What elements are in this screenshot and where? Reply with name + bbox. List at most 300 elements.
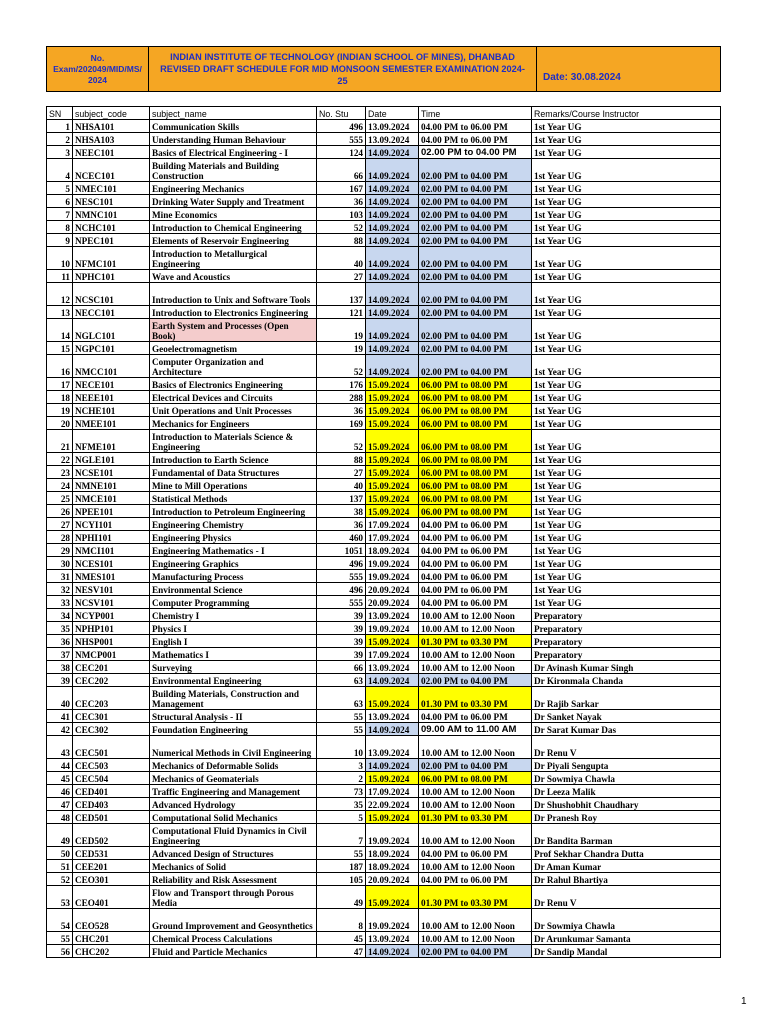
table-row <box>47 635 721 648</box>
remarks-instructor: Dr Shushobhit Chaudhary <box>532 798 721 811</box>
student-count: 55 <box>317 847 366 860</box>
subject-code: NESV101 <box>73 583 150 596</box>
column-header: Remarks/Course Instructor <box>532 107 721 120</box>
remarks-instructor: 1st Year UG <box>532 270 721 283</box>
table-row <box>47 182 721 195</box>
remarks-instructor: 1st Year UG <box>532 596 721 609</box>
table-row <box>47 133 721 146</box>
student-count: 52 <box>317 355 366 378</box>
subject-code: NCSE101 <box>73 466 150 479</box>
subject-code: CEE201 <box>73 860 150 873</box>
student-count: 88 <box>317 234 366 247</box>
row-sn: 51 <box>47 860 73 873</box>
exam-date: 14.09.2024 <box>366 234 419 247</box>
student-count: 39 <box>317 635 366 648</box>
exam-time: 10.00 AM to 12.00 Noon <box>419 648 532 661</box>
table-row <box>47 319 721 342</box>
subject-code: NCEC101 <box>73 159 150 182</box>
student-count: 167 <box>317 182 366 195</box>
subject-code: CED502 <box>73 824 150 847</box>
row-sn: 32 <box>47 583 73 596</box>
subject-name: Introduction to Petroleum Engineering <box>150 505 317 518</box>
exam-time: 02.00 PM to 04.00 PM <box>419 208 532 221</box>
exam-date: 20.09.2024 <box>366 873 419 886</box>
row-sn: 42 <box>47 723 73 736</box>
student-count: 555 <box>317 570 366 583</box>
student-count: 1051 <box>317 544 366 557</box>
student-count: 176 <box>317 378 366 391</box>
exam-date: 14.09.2024 <box>366 355 419 378</box>
exam-date: 15.09.2024 <box>366 404 419 417</box>
row-sn: 40 <box>47 687 73 710</box>
exam-time: 04.00 PM to 06.00 PM <box>419 847 532 860</box>
exam-time: 09.00 AM to 11.00 AM <box>419 723 532 736</box>
row-sn: 35 <box>47 622 73 635</box>
table-row <box>47 687 721 710</box>
student-count: 36 <box>317 195 366 208</box>
table-row <box>47 391 721 404</box>
subject-name: Foundation Engineering <box>150 723 317 736</box>
subject-code: NMCP001 <box>73 648 150 661</box>
student-count: 555 <box>317 596 366 609</box>
subject-name: Mechanics for Engineers <box>150 417 317 430</box>
exam-time: 04.00 PM to 06.00 PM <box>419 518 532 531</box>
exam-time: 02.00 PM to 04.00 PM <box>419 342 532 355</box>
schedule-title: REVISED DRAFT SCHEDULE FOR MID MONSOON SEMESTER EXAMINATION 2024- <box>160 64 525 74</box>
exam-date: 15.09.2024 <box>366 811 419 824</box>
exam-date: 15.09.2024 <box>366 772 419 785</box>
exam-date: 13.09.2024 <box>366 736 419 759</box>
subject-name: Fluid and Particle Mechanics <box>150 945 317 958</box>
student-count: 137 <box>317 283 366 306</box>
row-sn: 15 <box>47 342 73 355</box>
remarks-instructor: Preparatory <box>532 622 721 635</box>
remarks-instructor: 1st Year UG <box>532 466 721 479</box>
row-sn: 34 <box>47 609 73 622</box>
exam-date: 18.09.2024 <box>366 860 419 873</box>
exam-time: 02.00 PM to 04.00 PM <box>419 234 532 247</box>
table-row <box>47 404 721 417</box>
subject-name: Elements of Reservoir Engineering <box>150 234 317 247</box>
exam-time: 06.00 PM to 08.00 PM <box>419 391 532 404</box>
remarks-instructor: Dr Rajib Sarkar <box>532 687 721 710</box>
subject-name: Understanding Human Behaviour <box>150 133 317 146</box>
row-sn: 38 <box>47 661 73 674</box>
exam-time: 02.00 PM to 04.00 PM <box>419 270 532 283</box>
subject-name: Communication Skills <box>150 120 317 133</box>
exam-time: 02.00 PM to 04.00 PM <box>419 195 532 208</box>
row-sn: 6 <box>47 195 73 208</box>
subject-code: NCES101 <box>73 557 150 570</box>
exam-time: 06.00 PM to 08.00 PM <box>419 505 532 518</box>
exam-time: 02.00 PM to 04.00 PM <box>419 159 532 182</box>
row-sn: 46 <box>47 785 73 798</box>
exam-schedule-table <box>46 106 721 958</box>
subject-name: Computational Solid Mechanics <box>150 811 317 824</box>
table-row <box>47 195 721 208</box>
remarks-instructor: Dr Sowmiya Chawla <box>532 772 721 785</box>
row-sn: 50 <box>47 847 73 860</box>
student-count: 2 <box>317 772 366 785</box>
exam-date: 14.09.2024 <box>366 182 419 195</box>
exam-date: 14.09.2024 <box>366 247 419 270</box>
subject-code: NESC101 <box>73 195 150 208</box>
remarks-instructor: Dr Aman Kumar <box>532 860 721 873</box>
table-row <box>47 283 721 306</box>
exam-time: 06.00 PM to 08.00 PM <box>419 430 532 453</box>
table-row <box>47 648 721 661</box>
student-count: 496 <box>317 557 366 570</box>
student-count: 496 <box>317 583 366 596</box>
subject-code: NGLE101 <box>73 453 150 466</box>
remarks-instructor: Dr Pranesh Roy <box>532 811 721 824</box>
student-count: 55 <box>317 710 366 723</box>
subject-code: NCYI101 <box>73 518 150 531</box>
exam-time: 02.00 PM to 04.00 PM <box>419 674 532 687</box>
subject-code: NECE101 <box>73 378 150 391</box>
table-row <box>47 479 721 492</box>
row-sn: 11 <box>47 270 73 283</box>
subject-code: NCHC101 <box>73 221 150 234</box>
subject-code: NPHP101 <box>73 622 150 635</box>
subject-code: CED401 <box>73 785 150 798</box>
subject-code: NCYP001 <box>73 609 150 622</box>
row-sn: 17 <box>47 378 73 391</box>
student-count: 121 <box>317 306 366 319</box>
student-count: 88 <box>317 453 366 466</box>
exam-time: 06.00 PM to 08.00 PM <box>419 466 532 479</box>
remarks-instructor: 1st Year UG <box>532 247 721 270</box>
exam-date: 14.09.2024 <box>366 221 419 234</box>
remarks-instructor: 1st Year UG <box>532 505 721 518</box>
row-sn: 45 <box>47 772 73 785</box>
student-count: 40 <box>317 479 366 492</box>
student-count: 27 <box>317 466 366 479</box>
column-header: subject_code <box>73 107 150 120</box>
schedule-title-year: 25 <box>337 76 348 86</box>
row-sn: 53 <box>47 886 73 909</box>
row-sn: 49 <box>47 824 73 847</box>
table-row <box>47 710 721 723</box>
table-row <box>47 609 721 622</box>
student-count: 288 <box>317 391 366 404</box>
subject-code: NMNE101 <box>73 479 150 492</box>
table-row <box>47 417 721 430</box>
column-header: subject_name <box>150 107 317 120</box>
remarks-instructor: 1st Year UG <box>532 391 721 404</box>
student-count: 36 <box>317 404 366 417</box>
subject-code: NMCI101 <box>73 544 150 557</box>
exam-date: 14.09.2024 <box>366 945 419 958</box>
row-sn: 39 <box>47 674 73 687</box>
table-row <box>47 785 721 798</box>
column-header: No. Stu <box>317 107 366 120</box>
remarks-instructor: 1st Year UG <box>532 208 721 221</box>
exam-time: 01.30 PM to 03.30 PM <box>419 886 532 909</box>
subject-name: Introduction to Materials Science & Engineering <box>150 430 317 453</box>
subject-code: NHSA101 <box>73 120 150 133</box>
subject-code: NMEE101 <box>73 417 150 430</box>
remarks-instructor: Preparatory <box>532 635 721 648</box>
remarks-instructor: Dr Sowmiya Chawla <box>532 909 721 932</box>
exam-time: 02.00 PM to 04.00 PM <box>419 146 532 159</box>
student-count: 7 <box>317 824 366 847</box>
row-sn: 43 <box>47 736 73 759</box>
exam-time: 04.00 PM to 06.00 PM <box>419 557 532 570</box>
remarks-instructor: 1st Year UG <box>532 221 721 234</box>
remarks-instructor: Dr Arunkumar Samanta <box>532 932 721 945</box>
table-row <box>47 430 721 453</box>
subject-code: NMCC101 <box>73 355 150 378</box>
remarks-instructor: 1st Year UG <box>532 355 721 378</box>
exam-date: 14.09.2024 <box>366 283 419 306</box>
exam-date: 14.09.2024 <box>366 146 419 159</box>
subject-code: NPEE101 <box>73 505 150 518</box>
exam-time: 02.00 PM to 04.00 PM <box>419 221 532 234</box>
exam-date: 15.09.2024 <box>366 430 419 453</box>
exam-date: 14.09.2024 <box>366 759 419 772</box>
remarks-instructor: 1st Year UG <box>532 453 721 466</box>
document-date: Date: 30.08.2024 <box>537 47 721 92</box>
table-row <box>47 355 721 378</box>
subject-name: Traffic Engineering and Management <box>150 785 317 798</box>
remarks-instructor: 1st Year UG <box>532 583 721 596</box>
exam-time: 10.00 AM to 12.00 Noon <box>419 736 532 759</box>
row-sn: 22 <box>47 453 73 466</box>
table-row <box>47 824 721 847</box>
subject-name: Earth System and Processes (Open Book) <box>150 319 317 342</box>
subject-name: Manufacturing Process <box>150 570 317 583</box>
exam-date: 15.09.2024 <box>366 886 419 909</box>
exam-time: 06.00 PM to 08.00 PM <box>419 417 532 430</box>
row-sn: 3 <box>47 146 73 159</box>
subject-code: NHSA103 <box>73 133 150 146</box>
row-sn: 48 <box>47 811 73 824</box>
remarks-instructor: 1st Year UG <box>532 518 721 531</box>
remarks-instructor: 1st Year UG <box>532 417 721 430</box>
remarks-instructor: Dr Leeza Malik <box>532 785 721 798</box>
exam-date: 14.09.2024 <box>366 306 419 319</box>
table-row <box>47 531 721 544</box>
exam-date: 15.09.2024 <box>366 505 419 518</box>
table-row <box>47 772 721 785</box>
subject-code: CED531 <box>73 847 150 860</box>
remarks-instructor: 1st Year UG <box>532 159 721 182</box>
subject-code: NECC101 <box>73 306 150 319</box>
subject-code: NHSP001 <box>73 635 150 648</box>
remarks-instructor: 1st Year UG <box>532 319 721 342</box>
subject-code: CEC201 <box>73 661 150 674</box>
exam-date: 13.09.2024 <box>366 609 419 622</box>
exam-time: 10.00 AM to 12.00 Noon <box>419 798 532 811</box>
remarks-instructor: 1st Year UG <box>532 306 721 319</box>
exam-date: 14.09.2024 <box>366 208 419 221</box>
exam-date: 13.09.2024 <box>366 932 419 945</box>
exam-date: 13.09.2024 <box>366 120 419 133</box>
student-count: 169 <box>317 417 366 430</box>
subject-name: Mechanics of Solid <box>150 860 317 873</box>
student-count: 555 <box>317 133 366 146</box>
table-row <box>47 661 721 674</box>
subject-name: Reliability and Risk Assessment <box>150 873 317 886</box>
student-count: 496 <box>317 120 366 133</box>
exam-time: 01.30 PM to 03.30 PM <box>419 687 532 710</box>
exam-time: 02.00 PM to 04.00 PM <box>419 182 532 195</box>
table-row <box>47 557 721 570</box>
subject-name: Surveying <box>150 661 317 674</box>
row-sn: 52 <box>47 873 73 886</box>
exam-time: 01.30 PM to 03.30 PM <box>419 635 532 648</box>
subject-name: Environmental Science <box>150 583 317 596</box>
table-row <box>47 945 721 958</box>
subject-name: Wave and Acoustics <box>150 270 317 283</box>
subject-name: English I <box>150 635 317 648</box>
student-count: 27 <box>317 270 366 283</box>
subject-code: CED501 <box>73 811 150 824</box>
remarks-instructor: Dr Bandita Barman <box>532 824 721 847</box>
row-sn: 30 <box>47 557 73 570</box>
subject-name: Introduction to Metallurgical Engineering <box>150 247 317 270</box>
exam-time: 04.00 PM to 06.00 PM <box>419 596 532 609</box>
row-sn: 31 <box>47 570 73 583</box>
table-row <box>47 847 721 860</box>
student-count: 103 <box>317 208 366 221</box>
remarks-instructor: Dr Avinash Kumar Singh <box>532 661 721 674</box>
remarks-instructor: Dr Renu V <box>532 736 721 759</box>
remarks-instructor: 1st Year UG <box>532 430 721 453</box>
exam-time: 02.00 PM to 04.00 PM <box>419 945 532 958</box>
row-sn: 54 <box>47 909 73 932</box>
row-sn: 2 <box>47 133 73 146</box>
exam-date: 19.09.2024 <box>366 909 419 932</box>
subject-code: NMES101 <box>73 570 150 583</box>
column-header: SN <box>47 107 73 120</box>
exam-time: 10.00 AM to 12.00 Noon <box>419 860 532 873</box>
subject-name: Environmental Engineering <box>150 674 317 687</box>
table-row <box>47 723 721 736</box>
subject-code: NGPC101 <box>73 342 150 355</box>
row-sn: 44 <box>47 759 73 772</box>
table-row <box>47 159 721 182</box>
remarks-instructor: Preparatory <box>532 648 721 661</box>
exam-time: 04.00 PM to 06.00 PM <box>419 120 532 133</box>
exam-date: 15.09.2024 <box>366 635 419 648</box>
subject-name: Engineering Chemistry <box>150 518 317 531</box>
table-row <box>47 759 721 772</box>
exam-date: 17.09.2024 <box>366 531 419 544</box>
row-sn: 18 <box>47 391 73 404</box>
exam-date: 14.09.2024 <box>366 723 419 736</box>
subject-code: NEEC101 <box>73 146 150 159</box>
student-count: 40 <box>317 247 366 270</box>
table-row <box>47 583 721 596</box>
row-sn: 5 <box>47 182 73 195</box>
table-row <box>47 544 721 557</box>
student-count: 73 <box>317 785 366 798</box>
subject-code: NEEE101 <box>73 391 150 404</box>
student-count: 39 <box>317 648 366 661</box>
exam-number-line3: 2024 <box>88 74 107 85</box>
exam-date: 19.09.2024 <box>366 570 419 583</box>
exam-time: 04.00 PM to 06.00 PM <box>419 583 532 596</box>
remarks-instructor: 1st Year UG <box>532 557 721 570</box>
exam-date: 17.09.2024 <box>366 518 419 531</box>
row-sn: 10 <box>47 247 73 270</box>
exam-date: 20.09.2024 <box>366 596 419 609</box>
subject-code: CEC501 <box>73 736 150 759</box>
remarks-instructor: Dr Piyali Sengupta <box>532 759 721 772</box>
subject-code: NFME101 <box>73 430 150 453</box>
remarks-instructor: 1st Year UG <box>532 544 721 557</box>
exam-date: 15.09.2024 <box>366 687 419 710</box>
student-count: 63 <box>317 687 366 710</box>
exam-time: 10.00 AM to 12.00 Noon <box>419 609 532 622</box>
subject-name: Physics I <box>150 622 317 635</box>
table-row <box>47 811 721 824</box>
subject-name: Fundamental of Data Structures <box>150 466 317 479</box>
row-sn: 33 <box>47 596 73 609</box>
row-sn: 21 <box>47 430 73 453</box>
remarks-instructor: 1st Year UG <box>532 531 721 544</box>
remarks-instructor: Dr Renu V <box>532 886 721 909</box>
student-count: 39 <box>317 622 366 635</box>
exam-date: 13.09.2024 <box>366 133 419 146</box>
table-row <box>47 146 721 159</box>
subject-name: Geoelectromagnetism <box>150 342 317 355</box>
exam-date: 17.09.2024 <box>366 648 419 661</box>
table-header-row <box>47 107 721 120</box>
subject-name: Introduction to Chemical Engineering <box>150 221 317 234</box>
student-count: 36 <box>317 518 366 531</box>
exam-date: 14.09.2024 <box>366 270 419 283</box>
exam-time: 02.00 PM to 04.00 PM <box>419 247 532 270</box>
exam-time: 02.00 PM to 04.00 PM <box>419 306 532 319</box>
row-sn: 29 <box>47 544 73 557</box>
exam-date: 18.09.2024 <box>366 847 419 860</box>
row-sn: 47 <box>47 798 73 811</box>
student-count: 19 <box>317 319 366 342</box>
student-count: 187 <box>317 860 366 873</box>
row-sn: 36 <box>47 635 73 648</box>
subject-name: Engineering Graphics <box>150 557 317 570</box>
remarks-instructor: Dr Sanket Nayak <box>532 710 721 723</box>
row-sn: 8 <box>47 221 73 234</box>
subject-code: CEC203 <box>73 687 150 710</box>
exam-time: 02.00 PM to 04.00 PM <box>419 759 532 772</box>
table-row <box>47 120 721 133</box>
subject-code: NGLC101 <box>73 319 150 342</box>
subject-name: Mechanics of Geomaterials <box>150 772 317 785</box>
subject-code: CEO528 <box>73 909 150 932</box>
exam-time: 04.00 PM to 06.00 PM <box>419 133 532 146</box>
subject-name: Basics of Electrical Engineering - I <box>150 146 317 159</box>
subject-name: Mine Economics <box>150 208 317 221</box>
exam-date: 18.09.2024 <box>366 544 419 557</box>
student-count: 49 <box>317 886 366 909</box>
subject-code: CHC201 <box>73 932 150 945</box>
remarks-instructor: 1st Year UG <box>532 570 721 583</box>
subject-code: CEO301 <box>73 873 150 886</box>
subject-code: CED403 <box>73 798 150 811</box>
page-number: 1 <box>741 996 747 1007</box>
table-row <box>47 518 721 531</box>
student-count: 8 <box>317 909 366 932</box>
exam-date: 14.09.2024 <box>366 319 419 342</box>
student-count: 35 <box>317 798 366 811</box>
exam-date: 15.09.2024 <box>366 391 419 404</box>
subject-name: Mathematics I <box>150 648 317 661</box>
exam-time: 06.00 PM to 08.00 PM <box>419 378 532 391</box>
